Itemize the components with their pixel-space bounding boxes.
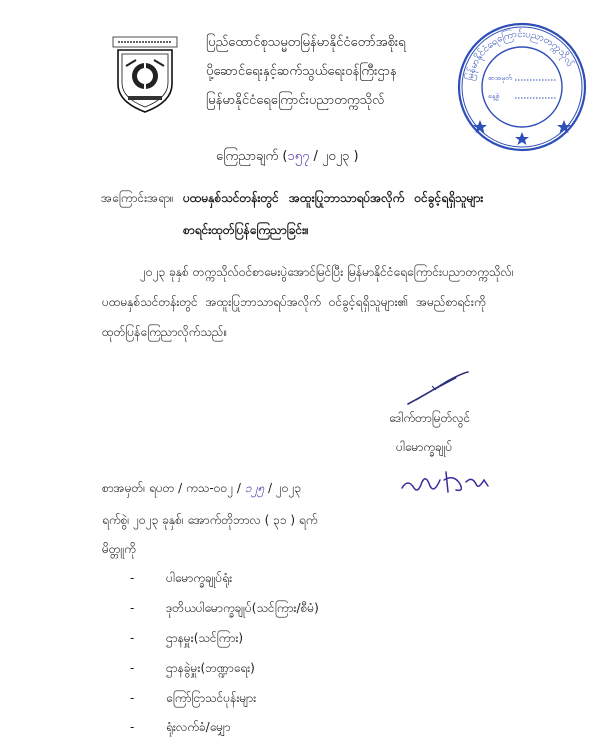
subject-line-2: စာရင်းထုတ်ပြန်ကြေညာခြင်း။ [183,223,309,237]
stamp-date-label: နေ့စွဲ [488,92,500,100]
reference-handwritten-number: ၁၂၅ [244,481,265,495]
distribution-item-text: ဌာနခွဲမှူး(ဘဏ္ဍာရေး) [166,661,255,675]
distribution-item: - ဒုတိယပါမောက္ခချုပ်(သင်ကြား/စီမံ) [130,601,319,615]
distribution-item: - ရုံးလက်ခံ/မျှော [130,720,231,734]
distribution-item-text: ဌာနမှူး(သင်ကြား) [166,631,244,645]
body-line-3: ထုတ်ပြန်ကြေညာလိုက်သည်။ [102,325,228,339]
subject-line-1: ပထမနှစ်သင်တန်းတွင် အထူးပြုဘာသာရပ်အလိုက် ဝင်ခွင့်ရရှိသူများ [183,191,484,205]
signer-title: ပါမောက္ခချုပ် [396,440,453,454]
distribution-item-text: ဒုတိယပါမောက္ခချုပ်(သင်ကြား/စီမံ) [166,601,319,615]
signer-name: ဒေါက်တာမြတ်လွင် [389,411,471,425]
handwritten-initial [398,466,496,498]
stamp-ref-label: စာအမှတ် [488,74,513,82]
government-heading: ပြည်ထောင်စုသမ္မတမြန်မာနိုင်ငံတော်အစိုးရ [206,35,406,50]
distribution-item: - ကြော်ငြာသင်ပုန်းများ [130,691,257,705]
distribution-item: - ပါမောက္ခချုပ်ရုံး [130,571,233,585]
distribution-item-text: ရုံးလက်ခံ/မျှော [166,720,231,734]
notice-number: ၁၅၇ [287,149,310,164]
distribution-heading: မိတ္တူကို [102,542,136,556]
reference-prefix: စာအမှတ်၊ ရပတ / ကသ-၀၀၂ / [102,481,245,495]
reference-suffix: / ၂၀၂၃ [264,481,302,495]
handwritten-signature [402,370,482,410]
ministry-heading: ပို့ဆောင်ရေးနှင့်ဆက်သွယ်ရေးဝန်ကြီးဌာန [206,64,397,79]
distribution-item: - ဌာနမှူး(သင်ကြား) [130,631,244,645]
issue-date: ရက်စွဲ၊ ၂၀၂၃ ခုနှစ်၊ အောက်တိုဘာလ ( ၃၁ ) ရက် [102,513,318,527]
distribution-item-text: ကြော်ငြာသင်ပုန်းများ [166,691,257,705]
notice-suffix: / ၂၀၂၃ ) [309,149,359,164]
university-logo [112,36,178,114]
distribution-item-text: ပါမောက္ခချုပ်ရုံး [166,571,233,585]
body-line-1: ၂၀၂၃ ခုနှစ် တက္ကသိုလ်ဝင်စာမေးပွဲအောင်မြင်ပြီး မြန်မာနိုင်ငံရေကြောင်းပညာတက္ကသိုလ်၊ [140,265,514,279]
official-seal-stamp [455,20,589,154]
subject-label: အကြောင်းအရာ။ [101,191,174,205]
notice-prefix: ကြေညာချက် ( [216,149,288,164]
notice-number-title [216,148,359,167]
university-heading: မြန်မာနိုင်ငံရေကြောင်းပညာတက္ကသိုလ် [206,93,385,108]
stamp-ring-text: မြန်မာနိုင်ငံရေကြောင်းပညာတက္ကသိုလ် [464,28,576,82]
distribution-item: - ဌာနခွဲမှူး(ဘဏ္ဍာရေး) [130,661,255,675]
body-line-2: ပထမနှစ်သင်တန်းတွင် အထူးပြုဘာသာရပ်အလိုက် ဝင်ခွင့်ရရှိသူများ၏ အမည်စာရင်းကို [102,295,486,309]
reference-number [102,480,301,498]
